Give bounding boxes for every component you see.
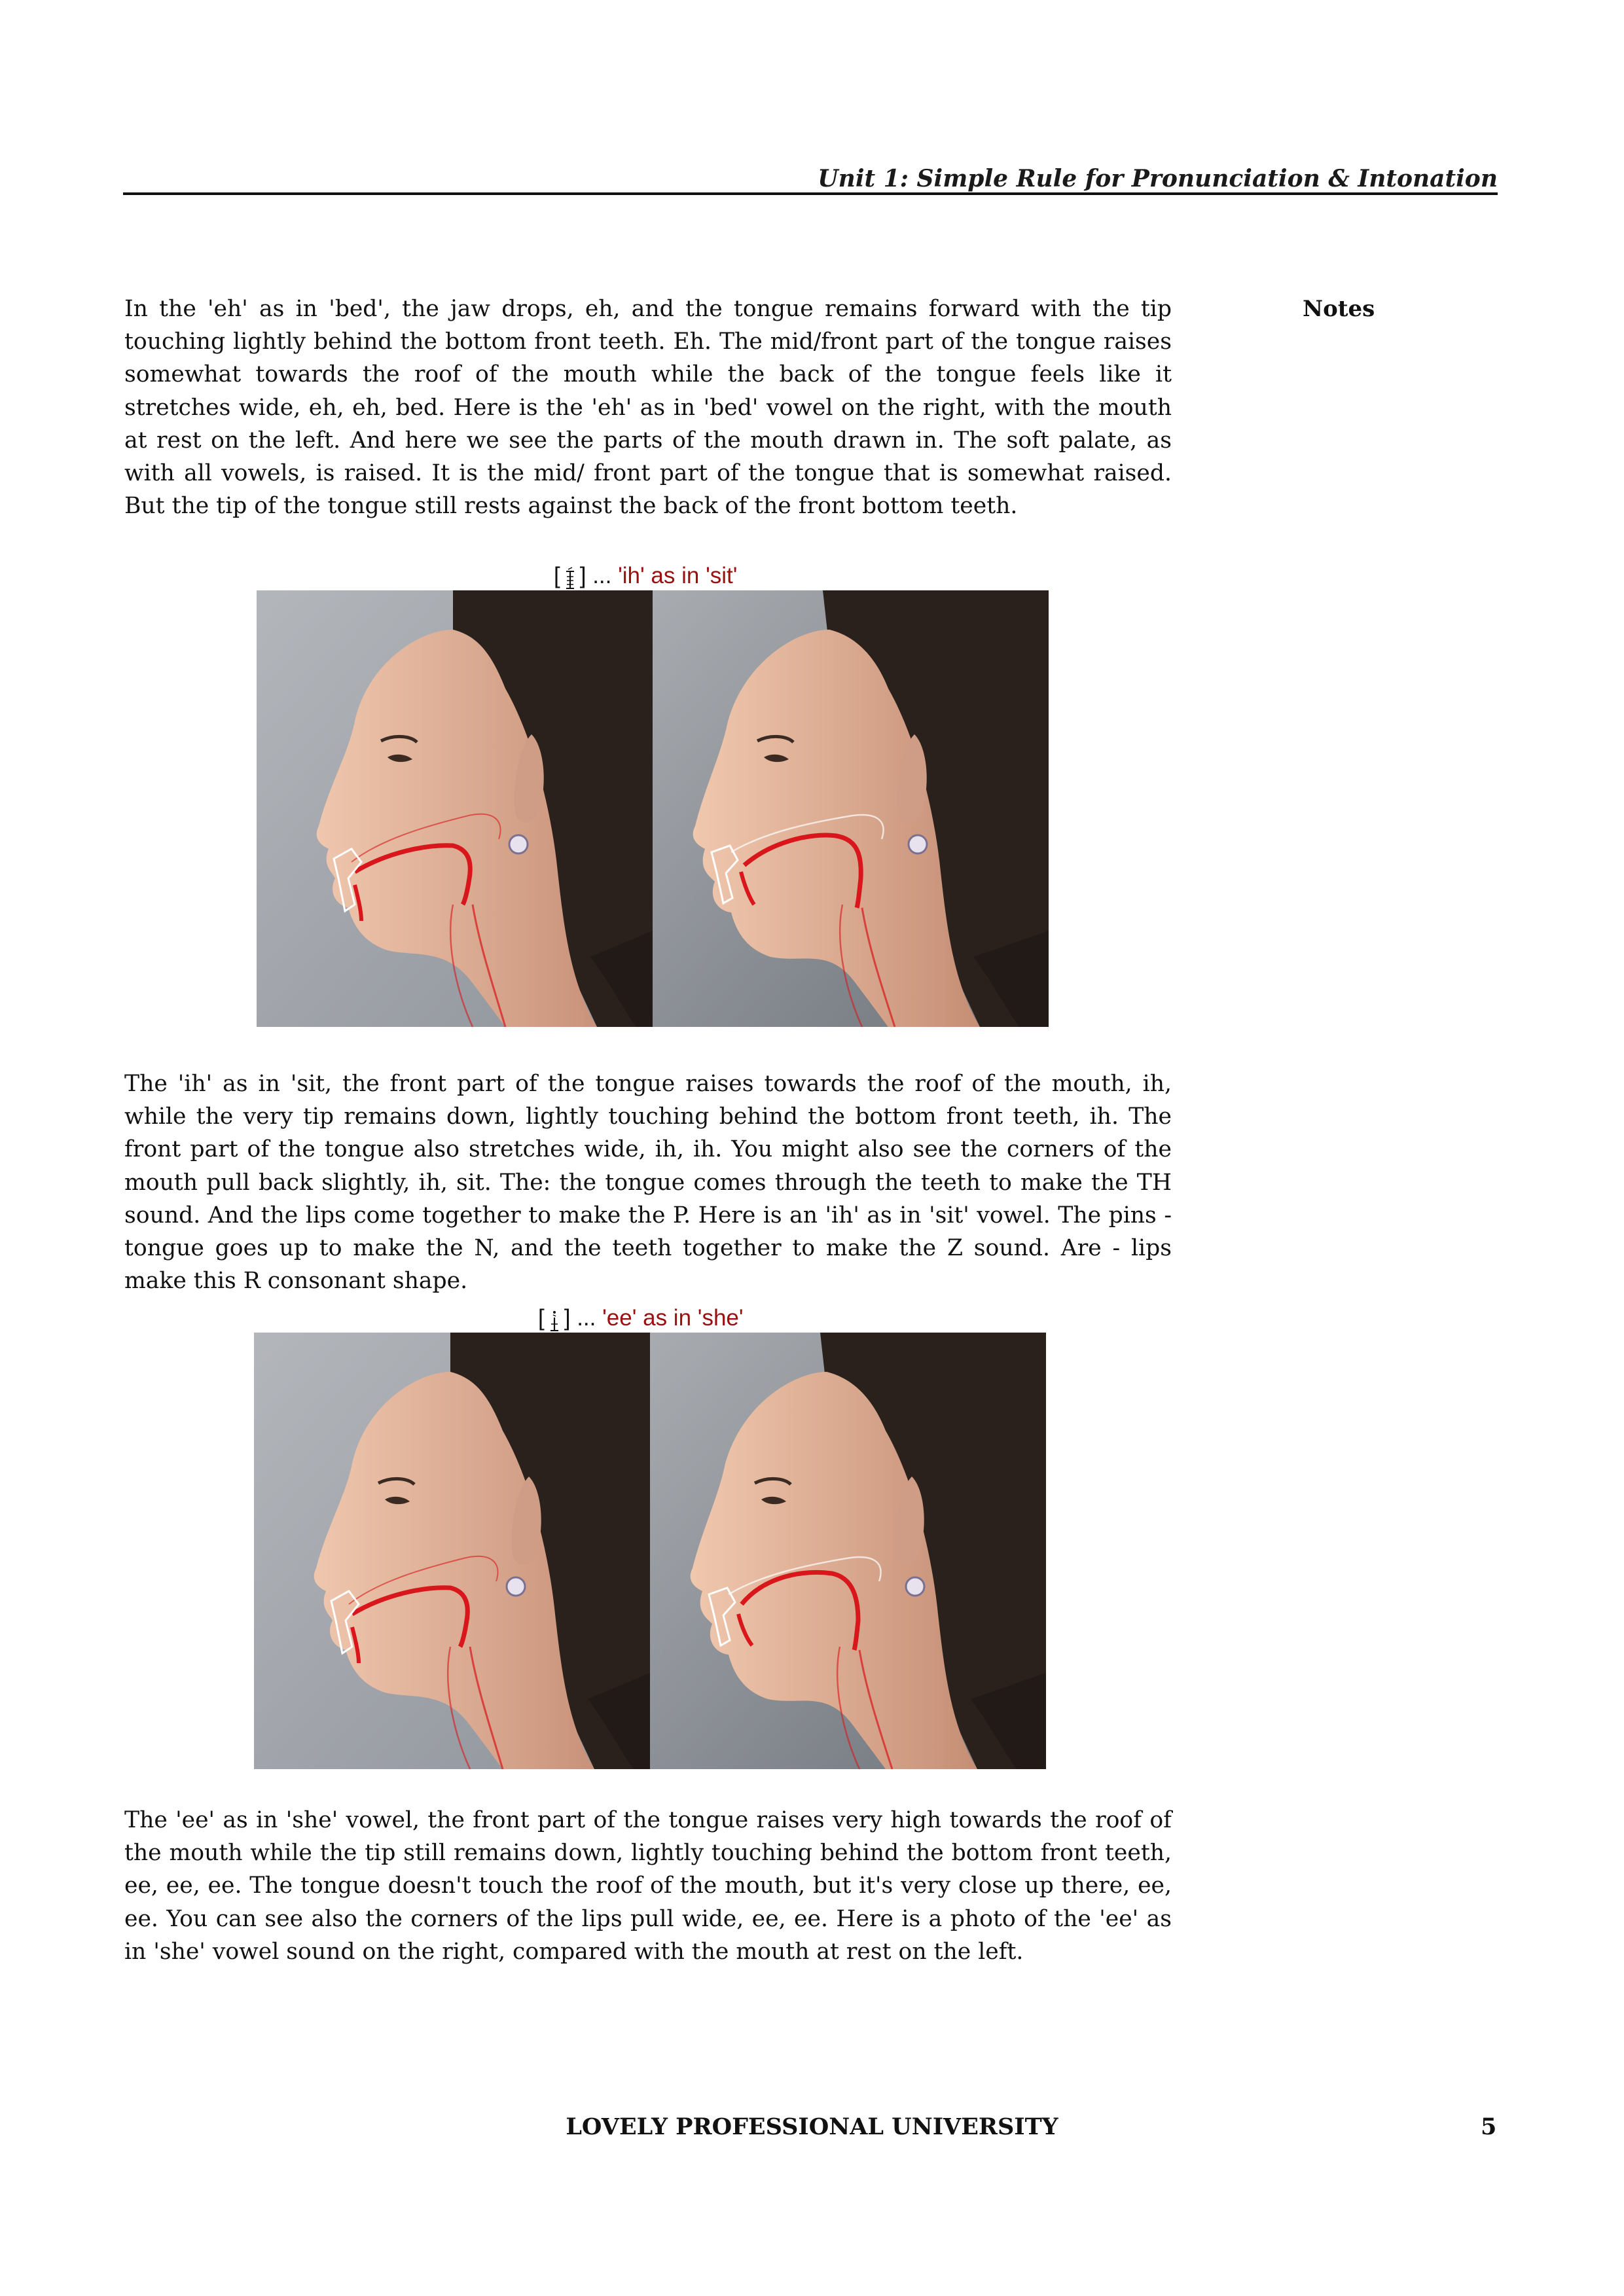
face-rest-image [254, 1333, 650, 1769]
figure-caption-ih [554, 562, 737, 590]
footer-institution: LOVELY PROFESSIONAL UNIVERSITY [566, 2113, 1058, 2140]
caption-label: 'ih' as in 'sit' [618, 563, 738, 588]
notes-label: Notes [1303, 296, 1375, 322]
running-header: Unit 1: Simple Rule for Pronunciation & Intonation [818, 165, 1498, 192]
figure-caption-ee [538, 1304, 744, 1333]
header-rule [123, 192, 1498, 195]
caption-separator: ... [586, 563, 619, 588]
face-rest-image [257, 590, 653, 1027]
face-ee-vowel-image [650, 1333, 1046, 1769]
caption-bracket-open: [ [538, 1305, 545, 1331]
caption-bracket-close: ] [564, 1305, 571, 1331]
caption-separator: ... [570, 1305, 603, 1331]
paragraph-ee-she: The 'ee' as in 'she' vowel, the front part of the tongue raises very high towards the roof of the mouth while the tip still remains down, lightly touching behind the bottom front teeth, ee, ee, ee. The tongue doesn't touch the roof of the mouth, but it's very close up there, ee, ee. You can see also the corners of the lips pull wide, ee, ee. Here is a photo of the 'ee' as in 'she' vowel sound on the right, compared with the mouth at rest on the left. [124, 1807, 1172, 1965]
paragraph-ih-sit: The 'ih' as in 'sit, the front part of the tongue raises towards the roof of the mouth, ih, while the very tip remains down, lightly touching behind the bottom front teeth, ih. The front part of the tongue also stretches wide, ih, ih. You might also see the corners of the mouth pull back slightly, ih, sit. The: the tongue comes through the teeth to make the TH sound. And the lips come together to make the P. Here is an 'ih' as in 'sit' vowel. The pins - tongue goes up to make the N, and the teeth together to make the Z sound. Are - lips make this R consonant shape. [124, 1071, 1172, 1295]
caption-bracket-open: [ [554, 563, 560, 588]
caption-bracket-close: ] [579, 563, 586, 588]
page-number: 5 [1481, 2113, 1497, 2140]
caption-label: 'ee' as in 'she' [602, 1305, 744, 1331]
ee-she-figure [254, 1333, 1046, 1769]
paragraph-eh-bed: In the 'eh' as in 'bed', the jaw drops, eh, and the tongue remains forward with the tip touching lightly behind the bottom front teeth. Eh. The mid/front part of the tongue raises somewhat towards the roof of the mouth while the back of the tongue feels like it stretches wide, eh, eh, bed. Here is the 'eh' as in 'bed' vowel on the right, with the mouth at rest on the left. And here we see the parts of the mouth drawn in. The soft palate, as with all vowels, is raised. It is the mid/ front part of the tongue that is somewhat raised. But the tip of the tongue still rests against the back of the front bottom teeth. [124, 296, 1172, 520]
face-ih-vowel-image [653, 590, 1049, 1027]
ih-sit-figure [257, 590, 1049, 1027]
